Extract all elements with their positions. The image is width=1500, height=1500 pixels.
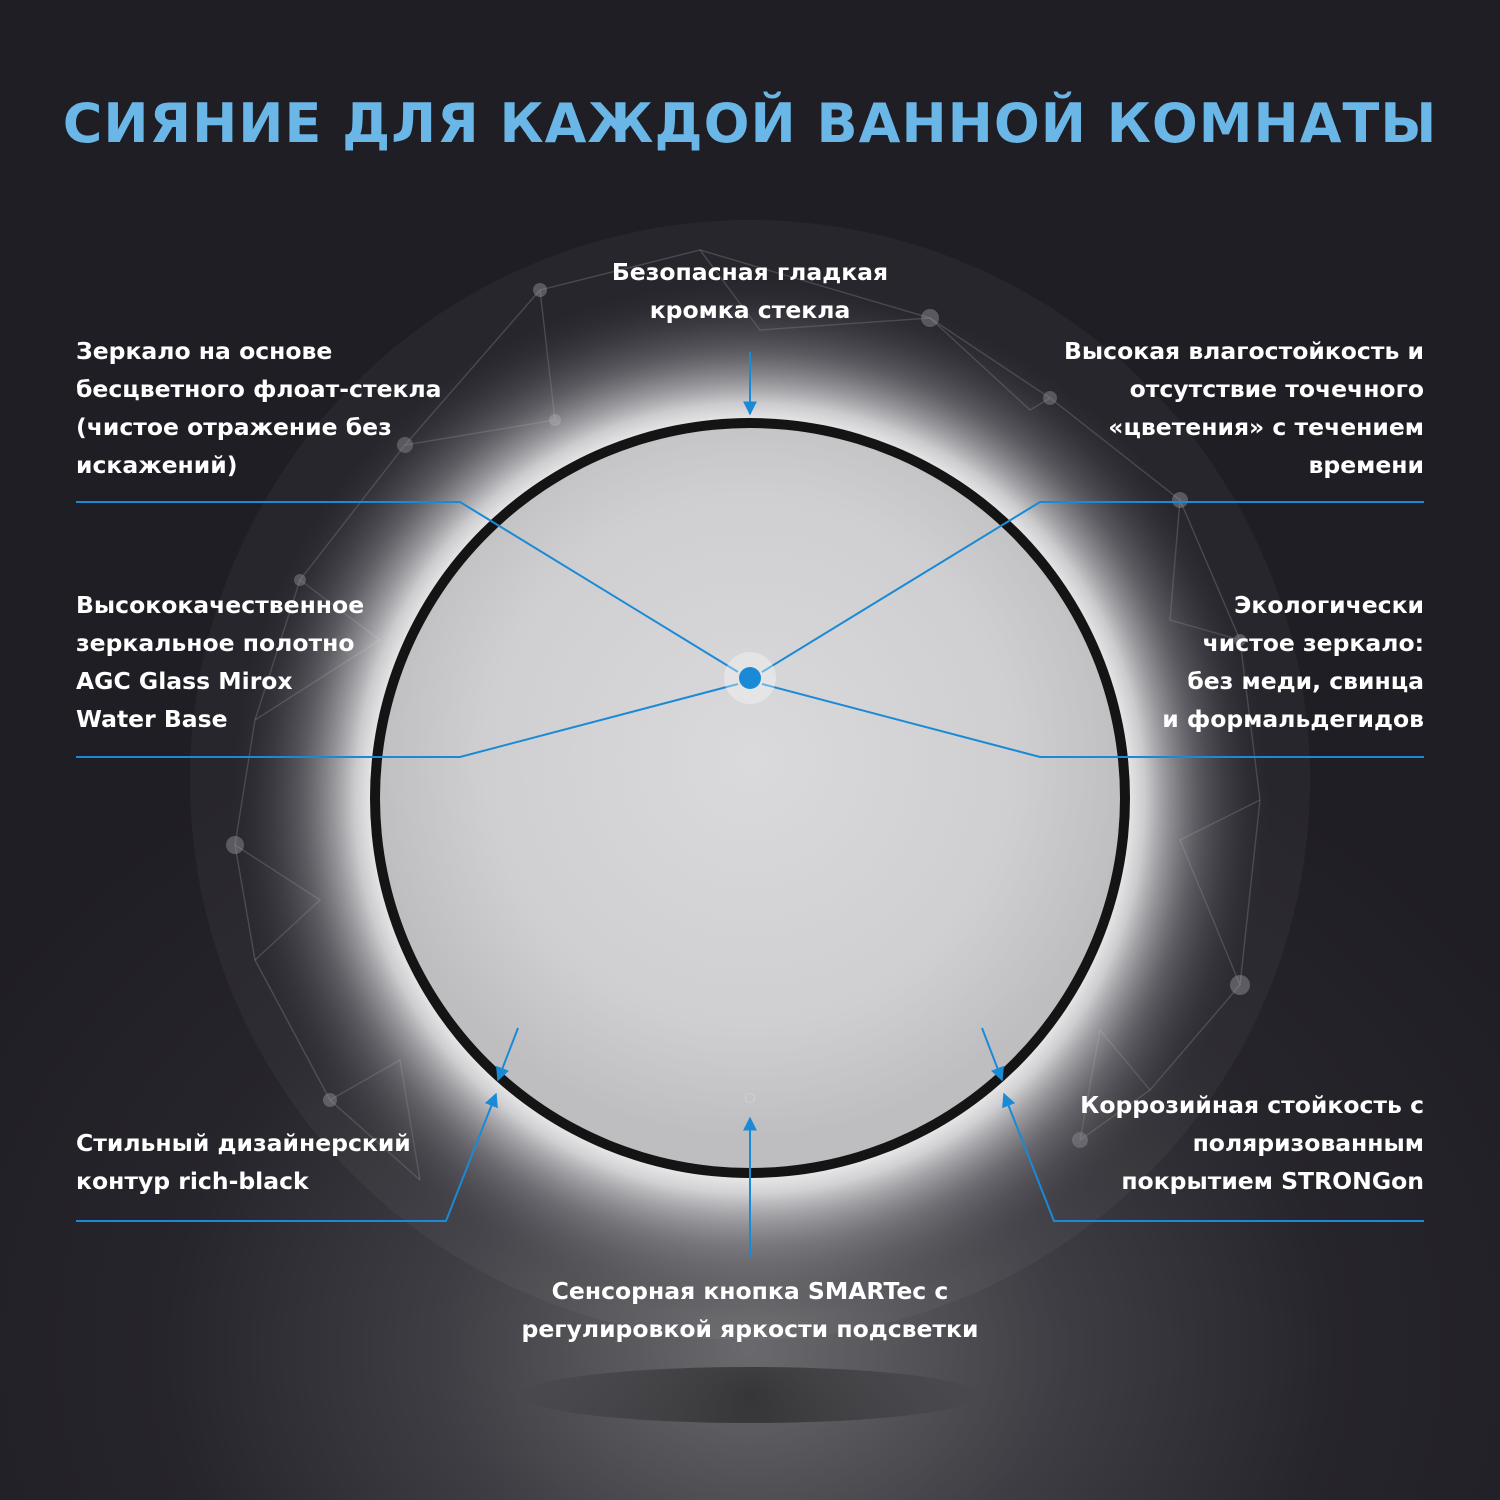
callout-right-3-label: Коррозийная стойкость с поляризованным покрытием STRONGon	[1080, 1091, 1424, 1195]
callout-left-1-label: Зеркало на основе бесцветного флоат-стекла (чистое отражение без искажений)	[76, 337, 442, 479]
callout-top-label: Безопасная гладкая кромка стекла	[611, 258, 889, 324]
callout-right-2-label: Экологически чистое зеркало: без меди, свинца и формальдегидов	[1162, 591, 1424, 733]
callout-right-1-label: Высокая влагостойкость и отсутствие точечного «цветения» с течением времени	[1064, 337, 1424, 479]
floor-shadow	[520, 1367, 980, 1423]
mirror-glass	[380, 428, 1120, 1168]
callout-left-3-label: Стильный дизайнерский контур rich-black	[76, 1129, 411, 1195]
callout-hub	[739, 667, 761, 689]
touch-sensor-button	[745, 1093, 755, 1103]
callout-left-2-label: Высококачественное зеркальное полотно AGC Glass Mirox Water Base	[76, 591, 365, 733]
callout-bottom-label: Сенсорная кнопка SMARTec с регулировкой яркости подсветки	[521, 1277, 979, 1343]
page-title: СИЯНИЕ ДЛЯ КАЖДОЙ ВАННОЙ КОМНАТЫ	[62, 92, 1438, 155]
